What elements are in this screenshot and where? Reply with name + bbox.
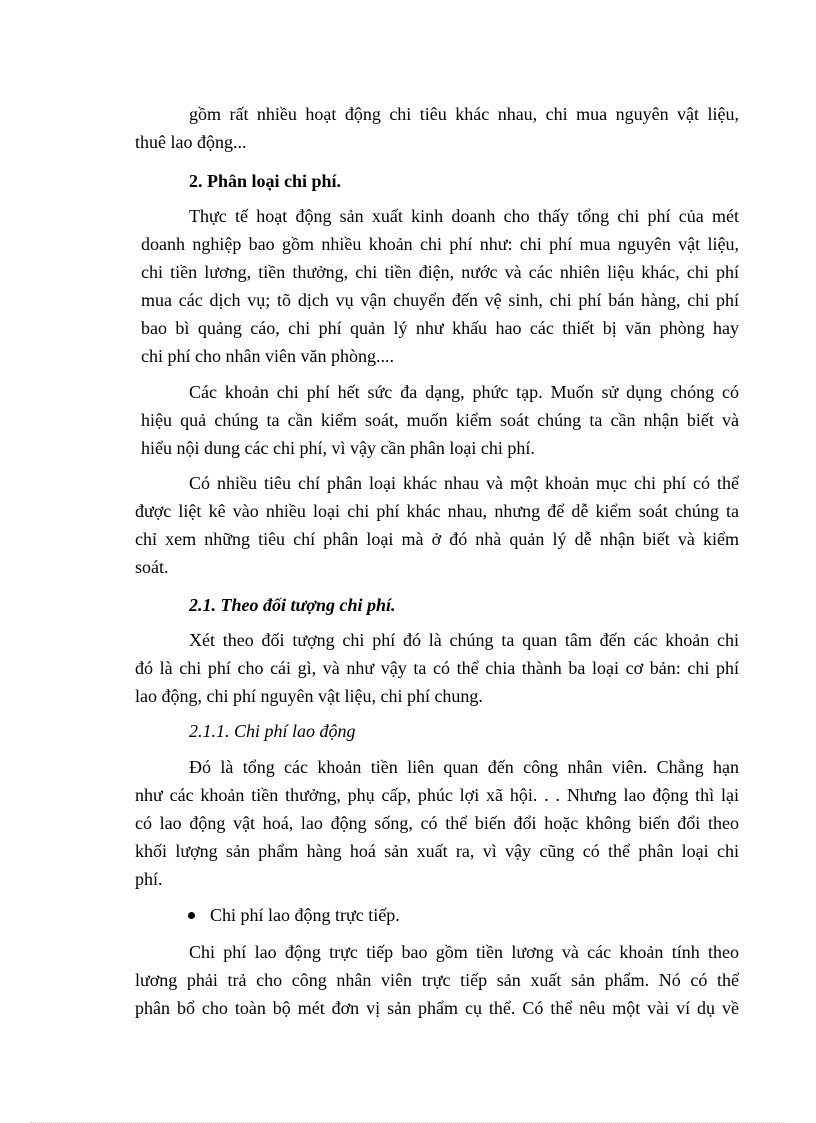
subsection-heading: 2.1. Theo đối tượng chi phí. bbox=[189, 595, 396, 615]
paragraph-line: hiệu quả chúng ta cần kiểm soát, muốn kiểm soát chúng ta cần nhận biết và bbox=[141, 410, 739, 430]
sub-subsection-heading: 2.1.1. Chi phí lao động bbox=[189, 721, 356, 741]
paragraph-line: Thực tế hoạt động sản xuất kinh doanh cho thấy tổng chi phí của mét bbox=[189, 206, 739, 226]
paragraph-line: chỉ xem những tiêu chí phân loại mà ở đó nhà quản lý dễ nhận biết và kiểm bbox=[135, 529, 739, 549]
paragraph-line: Các khoản chi phí hết sức đa dạng, phức tạp. Muốn sử dụng chóng có bbox=[189, 382, 739, 402]
paragraph-line: thuê lao động... bbox=[135, 132, 247, 152]
paragraph-line: Xét theo đối tượng chi phí đó là chúng ta quan tâm đến các khoản chi bbox=[189, 630, 739, 650]
paragraph-line: mua các dịch vụ; tõ dịch vụ vận chuyển đến vệ sinh, chi phí bán hàng, chi phí bbox=[141, 290, 739, 310]
paragraph-line: đó là chi phí cho cái gì, và như vậy ta có thể chia thành ba loại cơ bản: chi phí bbox=[135, 658, 739, 678]
section-heading: 2. Phân loại chi phí. bbox=[189, 171, 342, 191]
paragraph-line: doanh nghiệp bao gồm nhiều khoản chi phí như: chi phí mua nguyên vật liệu, bbox=[141, 234, 739, 254]
paragraph-line: bao bì quảng cáo, chi phí quản lý như khấu hao các thiết bị văn phòng hay bbox=[141, 318, 739, 338]
paragraph-line: lao động, chi phí nguyên vật liệu, chi phí chung. bbox=[135, 686, 483, 706]
bullet-item-text: Chi phí lao động trực tiếp. bbox=[210, 905, 400, 925]
paragraph-line: có lao động vật hoá, lao động sống, có thể biến đổi hoặc không biến đổi theo bbox=[135, 813, 739, 833]
paragraph-line: Đó là tổng các khoản tiền liên quan đến công nhân viên. Chẳng hạn bbox=[189, 757, 739, 777]
paragraph-line: phí. bbox=[135, 869, 163, 889]
paragraph-line: được liệt kê vào nhiều loại chi phí khác nhau, nhưng để dễ kiểm soát chúng ta bbox=[135, 501, 739, 521]
paragraph-line: phân bổ cho toàn bộ mét đơn vị sản phẩm cụ thể. Có thể nêu một vài ví dụ về bbox=[135, 998, 739, 1018]
paragraph-line: Có nhiều tiêu chí phân loại khác nhau và một khoản mục chi phí có thể bbox=[189, 473, 739, 493]
paragraph-line: soát. bbox=[135, 557, 169, 577]
paragraph-line: lương phải trả cho công nhân viên trực tiếp sản xuất sản phẩm. Nó có thể bbox=[135, 970, 739, 990]
paragraph-line: khối lượng sản phẩm hàng hoá sản xuất ra, vì vậy cũng có thể phân loại chi bbox=[135, 841, 739, 861]
paragraph-line: như các khoản tiền thưởng, phụ cấp, phúc lợi xã hội. . . Nhưng lao động thì lại bbox=[135, 785, 739, 805]
paragraph-line: Chi phí lao động trực tiếp bao gồm tiền lương và các khoản tính theo bbox=[189, 942, 739, 962]
paragraph-line: hiểu nội dung các chi phí, vì vậy cần phân loại chi phí. bbox=[141, 438, 535, 458]
paragraph-line: gồm rất nhiều hoạt động chi tiêu khác nhau, chi mua nguyên vật liệu, bbox=[189, 104, 739, 124]
bullet-icon bbox=[188, 912, 195, 919]
paragraph-line: chi phí cho nhân viên văn phòng.... bbox=[141, 346, 394, 366]
paragraph-line: chi tiền lương, tiền thưởng, chi tiền điện, nước và các nhiên liệu khác, chi phí bbox=[141, 262, 739, 282]
